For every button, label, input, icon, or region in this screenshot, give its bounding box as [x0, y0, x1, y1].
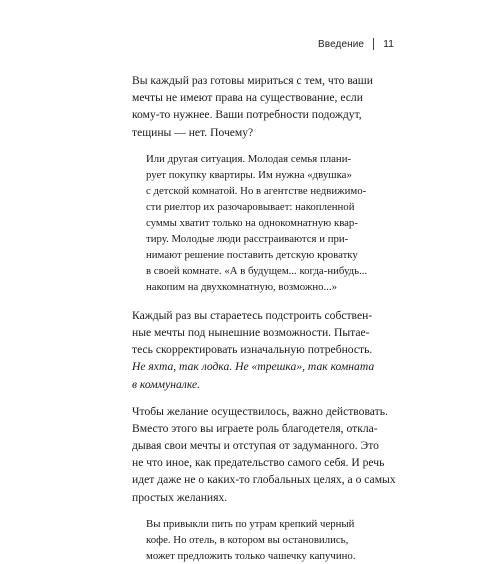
paragraph-gap [132, 295, 382, 307]
text-line: сти риелтор их разочаровывает: накопленной [146, 200, 355, 213]
text-line: идет даже не о каких-то глобальных целях, а о самых [132, 473, 396, 487]
text-line: мечты не имеют права на существование, если [132, 91, 363, 105]
page-number: 11 [383, 38, 394, 50]
text-line: не что иное, как предательство самого себя. И речь [132, 456, 385, 470]
paragraph-gap [132, 506, 382, 516]
paragraph-gap [132, 141, 382, 151]
section-title: Введение [318, 38, 365, 50]
text-line: дывая свои мечты и отступая от задуманного. Это [132, 439, 379, 453]
text-line: кофе. Но отель, в котором вы остановились, [146, 533, 349, 546]
text-line: ные мечты под нынешние возможности. Пытае- [132, 325, 370, 339]
paragraph-2 [132, 307, 382, 393]
italic-text-line: Не яхта, так лодка. Не «трешка», так комната [132, 360, 375, 374]
running-header [318, 38, 394, 50]
text-line: Вы привыкли пить по утрам крепкий черный [146, 517, 355, 530]
text-line: нимают решение поставить детскую кроватку [146, 248, 358, 261]
text-line: с детской комнатой. Но в агентстве недвижимо- [146, 184, 367, 197]
text-line: рует покупку квартиры. Им нужна «двушка» [146, 168, 352, 181]
text-line: Чтобы желание осуществилось, важно действовать. [132, 404, 388, 418]
italic-text-line: в коммуналке. [132, 377, 200, 391]
text-line: в своей комнате. «А в будущем... когда-нибудь... [146, 264, 368, 277]
text-line: Вы каждый раз готовы мириться с тем, что ваши [132, 74, 373, 87]
text-line: Вместо этого вы играете роль благодетеля, откла- [132, 421, 378, 435]
paragraph-1 [132, 72, 382, 141]
body-text [132, 72, 396, 564]
text-line: суммы хватит только на однокомнатную квар- [146, 216, 358, 229]
quote-block-1 [132, 151, 382, 295]
quote-block-2 [132, 516, 382, 564]
text-line: Или другая ситуация. Молодая семья плани- [146, 152, 352, 165]
text-line: накопим на двухкомнатную, возможно...» [146, 280, 338, 293]
text-line: Каждый раз вы стараетесь подстроить собствен- [132, 308, 373, 322]
text-line: тиру. Молодые люди расстраиваются и при- [146, 232, 349, 245]
text-line: тесь скорректировать изначальную потребность. [132, 343, 373, 357]
paragraph-gap [132, 393, 382, 403]
header-divider [373, 38, 374, 50]
text-line: тещины — нет. Почему? [132, 125, 254, 139]
text-line: может предложить только чашечку капучино. [146, 549, 356, 562]
paragraph-3 [132, 403, 396, 506]
text-line: кому-то нужнее. Ваши потребности подождут, [132, 108, 362, 122]
text-line: простых желаниях. [132, 490, 228, 504]
